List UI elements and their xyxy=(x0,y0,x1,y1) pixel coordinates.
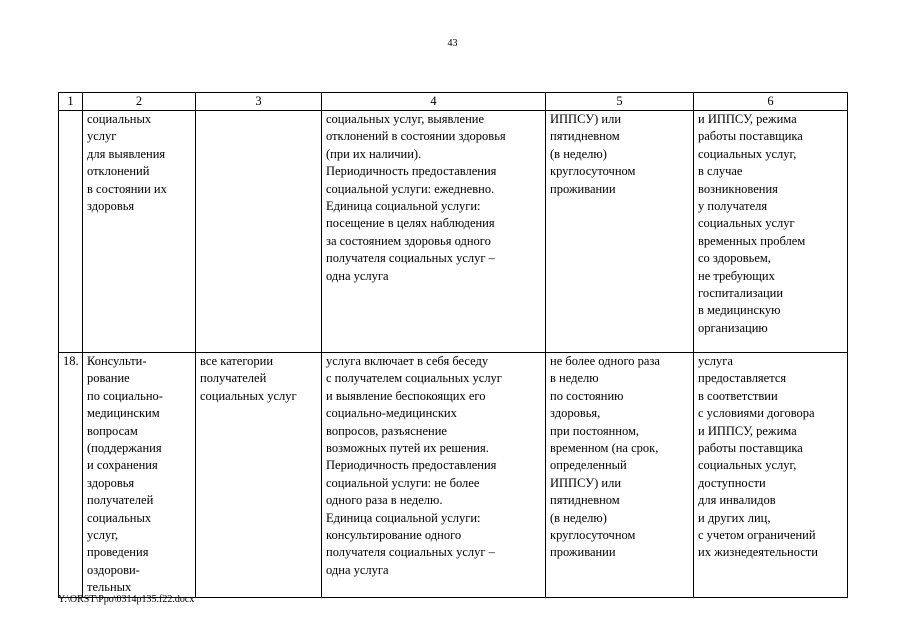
table-row xyxy=(59,111,848,353)
column-number: 4 xyxy=(322,93,546,111)
services-table xyxy=(58,92,848,598)
footer-file-path: Y:\ORST\Ppo\0314p135.f22.docx xyxy=(58,594,195,605)
row-number-cell: 18. xyxy=(59,353,83,598)
service-description-cell: социальных услуг, выявление отклонений в состоянии здоровья (при их наличии). Периодичность предоставления социальной услуги: ежедневно. Единица социальной услуги: посещение в целях наблюдения за состоянием здоровья одного получателя социальных услуг – одна услуга xyxy=(322,111,546,353)
service-conditions-cell: услуга предоставляется в соответствии с условиями договора и ИППСУ, режима работы поставщика социальных услуг, доступности для инвалидов и других лиц, с учетом ограничений их жизнедеятельности xyxy=(694,353,848,598)
service-frequency-cell: не более одного раза в неделю по состоянию здоровья, при постоянном, временном (на срок, определенный ИППСУ) или пятидневном (в неделю) круглосуточном проживании xyxy=(546,353,694,598)
row-number-cell xyxy=(59,111,83,353)
recipient-category-cell: все категории получателей социальных услуг xyxy=(196,353,322,598)
service-name-cell: социальных услуг для выявления отклонений в состоянии их здоровья xyxy=(83,111,196,353)
column-number: 1 xyxy=(59,93,83,111)
service-name-cell: Консульти- рование по социально- медицинским вопросам (поддержания и сохранения здоровья получателей социальных услуг, проведения оздорови- тельных xyxy=(83,353,196,598)
service-conditions-cell: и ИППСУ, режима работы поставщика социальных услуг, в случае возникновения у получателя социальных услуг временных проблем со здоровьем, не требующих госпитализации в медицинскую организацию xyxy=(694,111,848,353)
column-number: 5 xyxy=(546,93,694,111)
column-number: 6 xyxy=(694,93,848,111)
column-number-row xyxy=(59,93,848,111)
service-description-cell: услуга включает в себя беседу с получателем социальных услуг и выявление беспокоящих его социально-медицинских вопросов, разъяснение возможных путей их решения. Периодичность предоставления социальной услуги: не более одного раза в неделю. Единица социальной услуги: консультирование одного получателя социальных услуг – одна услуга xyxy=(322,353,546,598)
table-row xyxy=(59,353,848,598)
column-number: 2 xyxy=(83,93,196,111)
column-number: 3 xyxy=(196,93,322,111)
recipient-category-cell xyxy=(196,111,322,353)
page-number: 43 xyxy=(447,38,458,49)
service-frequency-cell: ИППСУ) или пятидневном (в неделю) круглосуточном проживании xyxy=(546,111,694,353)
